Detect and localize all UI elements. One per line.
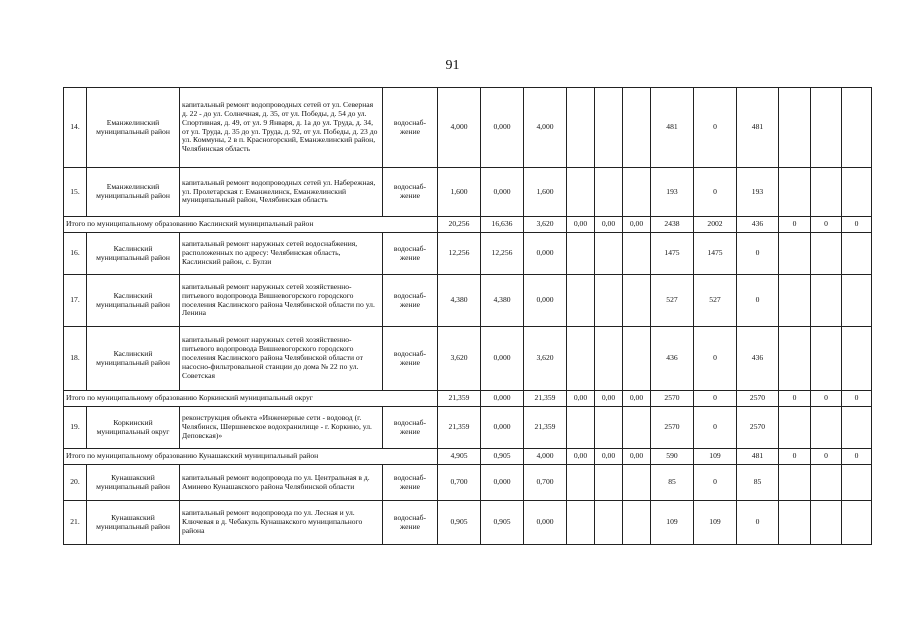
- value-cell-z3: 0: [842, 449, 872, 465]
- value-cell-v2: 21,359: [524, 407, 567, 449]
- work-description-cell: капитальный ремонт водопроводных сетей ул. Набережная, ул. Пролетарская г. Еманжелинск, Еманжелинский муниципальный район, Челябинская область: [180, 168, 383, 217]
- value-cell-v2: 4,000: [524, 449, 567, 465]
- table-row: [64, 88, 872, 168]
- value-cell-z2: [811, 233, 842, 275]
- value-cell-e3: [623, 327, 651, 391]
- value-cell-v1: 0,000: [481, 465, 524, 501]
- value-cell-p3: 436: [737, 327, 779, 391]
- value-cell-e3: [623, 88, 651, 168]
- value-cell-p1: 2570: [651, 407, 694, 449]
- subtotal-label: Итого по муниципальному образованию Каслинский муниципальный район: [64, 217, 438, 233]
- value-cell-p2: 109: [694, 449, 737, 465]
- value-cell-e1: [567, 168, 595, 217]
- value-cell-p3: 0: [737, 501, 779, 545]
- value-cell-p2: 0: [694, 465, 737, 501]
- value-cell-z1: [779, 233, 811, 275]
- value-cell-p3: 0: [737, 275, 779, 327]
- value-cell-e1: [567, 465, 595, 501]
- value-cell-z3: [842, 88, 872, 168]
- value-cell-z1: [779, 275, 811, 327]
- value-cell-v1: 4,380: [481, 275, 524, 327]
- value-cell-p3: 2570: [737, 407, 779, 449]
- value-cell-total: 12,256: [438, 233, 481, 275]
- value-cell-v1: 0,905: [481, 449, 524, 465]
- value-cell-p3: 481: [737, 449, 779, 465]
- table-row: [64, 501, 872, 545]
- value-cell-p3: 85: [737, 465, 779, 501]
- value-cell-p1: 436: [651, 327, 694, 391]
- value-cell-p3: 436: [737, 217, 779, 233]
- value-cell-p1: 527: [651, 275, 694, 327]
- value-cell-z1: [779, 168, 811, 217]
- value-cell-e3: 0,00: [623, 217, 651, 233]
- value-cell-z1: [779, 501, 811, 545]
- value-cell-z2: 0: [811, 217, 842, 233]
- value-cell-v1: 0,000: [481, 407, 524, 449]
- district-cell: Каслинский муниципальный район: [87, 327, 180, 391]
- value-cell-z2: [811, 465, 842, 501]
- value-cell-p3: 193: [737, 168, 779, 217]
- value-cell-v1: 12,256: [481, 233, 524, 275]
- page-number: 91: [445, 58, 460, 73]
- value-cell-z3: 0: [842, 391, 872, 407]
- value-cell-total: 1,600: [438, 168, 481, 217]
- value-cell-e3: [623, 275, 651, 327]
- value-cell-total: 0,905: [438, 501, 481, 545]
- value-cell-p3: 0: [737, 233, 779, 275]
- district-cell: Кунашакский муниципальный район: [87, 501, 180, 545]
- value-cell-z2: 0: [811, 449, 842, 465]
- table-row: [64, 327, 872, 391]
- work-description-cell: капитальный ремонт наружных сетей хозяйственно-питьевого водопровода Вишневогорского городского поселения Каслинского района Челябинской области от насосно-фильтровальной станции до дома № 22 по ул. Советская: [180, 327, 383, 391]
- value-cell-p1: 2438: [651, 217, 694, 233]
- value-cell-e3: [623, 233, 651, 275]
- work-type-cell: водоснаб-жение: [383, 88, 438, 168]
- value-cell-e2: [595, 465, 623, 501]
- value-cell-e2: [595, 233, 623, 275]
- work-description-cell: капитальный ремонт наружных сетей водоснабжения, расположенных по адресу: Челябинская область, Каслинский район, с. Булзи: [180, 233, 383, 275]
- value-cell-v2: 4,000: [524, 88, 567, 168]
- value-cell-z2: [811, 275, 842, 327]
- district-cell: Каслинский муниципальный район: [87, 275, 180, 327]
- value-cell-z1: [779, 88, 811, 168]
- value-cell-p2: 0: [694, 168, 737, 217]
- value-cell-e2: 0,00: [595, 391, 623, 407]
- value-cell-v1: 0,000: [481, 391, 524, 407]
- value-cell-z1: [779, 327, 811, 391]
- value-cell-z2: [811, 327, 842, 391]
- value-cell-e3: [623, 168, 651, 217]
- work-description-cell: капитальный ремонт водопроводных сетей от ул. Северная д. 22 - до ул. Солнечная, д. 35, от ул. Победы, д. 54 до ул. Спортивная, д. 49, от ул. 9 Января, д. 1а до ул. Труда, д. 34, от ул. Труда, д. 35 до ул. Труда, д. 92, от ул. Победы, д. 23 до ул. Коммуны, 2 в п. Красногорский, Еманжелинский район, Челябинская область: [180, 88, 383, 168]
- subtotal-row: [64, 391, 872, 407]
- subtotal-row: [64, 217, 872, 233]
- value-cell-v2: 3,620: [524, 217, 567, 233]
- value-cell-e1: [567, 88, 595, 168]
- value-cell-z3: [842, 275, 872, 327]
- value-cell-total: 21,359: [438, 391, 481, 407]
- value-cell-e1: [567, 233, 595, 275]
- value-cell-v1: 0,905: [481, 501, 524, 545]
- value-cell-e2: [595, 275, 623, 327]
- row-number: 18.: [64, 327, 87, 391]
- value-cell-e3: [623, 501, 651, 545]
- value-cell-z2: [811, 88, 842, 168]
- value-cell-e1: [567, 327, 595, 391]
- work-type-cell: водоснаб-жение: [383, 275, 438, 327]
- value-cell-p1: 1475: [651, 233, 694, 275]
- value-cell-z3: [842, 233, 872, 275]
- value-cell-z1: 0: [779, 217, 811, 233]
- value-cell-v1: 0,000: [481, 88, 524, 168]
- row-number: 21.: [64, 501, 87, 545]
- value-cell-total: 0,700: [438, 465, 481, 501]
- district-cell: Коркинский муниципальный округ: [87, 407, 180, 449]
- row-number: 16.: [64, 233, 87, 275]
- value-cell-v1: 0,000: [481, 168, 524, 217]
- work-type-cell: водоснаб-жение: [383, 407, 438, 449]
- row-number: 17.: [64, 275, 87, 327]
- work-description-cell: капитальный ремонт водопровода по ул. Центральная в д. Аминево Кунашакского района Челябинской области: [180, 465, 383, 501]
- value-cell-e2: [595, 88, 623, 168]
- value-cell-e2: 0,00: [595, 449, 623, 465]
- value-cell-v2: 3,620: [524, 327, 567, 391]
- district-cell: Еманжелинский муниципальный район: [87, 168, 180, 217]
- value-cell-e2: 0,00: [595, 217, 623, 233]
- value-cell-e1: [567, 275, 595, 327]
- value-cell-z1: 0: [779, 449, 811, 465]
- value-cell-p2: 527: [694, 275, 737, 327]
- row-number: 20.: [64, 465, 87, 501]
- subtotal-label: Итого по муниципальному образованию Коркинский муниципальный округ: [64, 391, 438, 407]
- work-type-cell: водоснаб-жение: [383, 327, 438, 391]
- value-cell-z3: 0: [842, 217, 872, 233]
- value-cell-e1: 0,00: [567, 449, 595, 465]
- value-cell-v2: 21,359: [524, 391, 567, 407]
- value-cell-z3: [842, 465, 872, 501]
- value-cell-v2: 0,000: [524, 275, 567, 327]
- value-cell-e1: [567, 407, 595, 449]
- value-cell-v1: 0,000: [481, 327, 524, 391]
- value-cell-p2: 1475: [694, 233, 737, 275]
- investment-program-table: [63, 87, 872, 545]
- value-cell-z3: [842, 501, 872, 545]
- value-cell-z3: [842, 327, 872, 391]
- value-cell-total: 4,905: [438, 449, 481, 465]
- value-cell-total: 20,256: [438, 217, 481, 233]
- value-cell-e2: [595, 168, 623, 217]
- work-description-cell: капитальный ремонт водопровода по ул. Лесная и ул. Ключевая в д. Чебакуль Кунашакского муниципального района: [180, 501, 383, 545]
- subtotal-label: Итого по муниципальному образованию Кунашакский муниципальный район: [64, 449, 438, 465]
- value-cell-z2: [811, 501, 842, 545]
- value-cell-z3: [842, 407, 872, 449]
- value-cell-total: 4,380: [438, 275, 481, 327]
- value-cell-z2: 0: [811, 391, 842, 407]
- value-cell-e1: [567, 501, 595, 545]
- value-cell-z1: [779, 465, 811, 501]
- value-cell-v2: 0,700: [524, 465, 567, 501]
- value-cell-p1: 2570: [651, 391, 694, 407]
- value-cell-p2: 0: [694, 391, 737, 407]
- value-cell-e1: 0,00: [567, 391, 595, 407]
- row-number: 15.: [64, 168, 87, 217]
- value-cell-p2: 0: [694, 88, 737, 168]
- district-cell: Кунашакский муниципальный район: [87, 465, 180, 501]
- value-cell-p2: 2002: [694, 217, 737, 233]
- value-cell-z2: [811, 407, 842, 449]
- value-cell-p1: 109: [651, 501, 694, 545]
- subtotal-row: [64, 449, 872, 465]
- district-cell: Еманжелинский муниципальный район: [87, 88, 180, 168]
- value-cell-total: 4,000: [438, 88, 481, 168]
- table-row: [64, 168, 872, 217]
- value-cell-z1: 0: [779, 391, 811, 407]
- work-type-cell: водоснаб-жение: [383, 501, 438, 545]
- work-type-cell: водоснаб-жение: [383, 465, 438, 501]
- work-description-cell: реконструкция объекта «Инженерные сети - водовод (г. Челябинск, Шершневское водохранилище - г. Коркино, ул. Деповская)»: [180, 407, 383, 449]
- table-row: [64, 233, 872, 275]
- value-cell-p1: 481: [651, 88, 694, 168]
- value-cell-v2: 1,600: [524, 168, 567, 217]
- value-cell-p3: 481: [737, 88, 779, 168]
- value-cell-z2: [811, 168, 842, 217]
- value-cell-v2: 0,000: [524, 501, 567, 545]
- value-cell-e2: [595, 407, 623, 449]
- district-cell: Каслинский муниципальный район: [87, 233, 180, 275]
- row-number: 19.: [64, 407, 87, 449]
- value-cell-p2: 0: [694, 407, 737, 449]
- value-cell-p1: 85: [651, 465, 694, 501]
- value-cell-e3: [623, 407, 651, 449]
- value-cell-e2: [595, 327, 623, 391]
- value-cell-total: 21,359: [438, 407, 481, 449]
- value-cell-z1: [779, 407, 811, 449]
- value-cell-e3: 0,00: [623, 391, 651, 407]
- value-cell-p2: 109: [694, 501, 737, 545]
- value-cell-v2: 0,000: [524, 233, 567, 275]
- table-row: [64, 275, 872, 327]
- value-cell-total: 3,620: [438, 327, 481, 391]
- value-cell-e1: 0,00: [567, 217, 595, 233]
- row-number: 14.: [64, 88, 87, 168]
- table-row: [64, 407, 872, 449]
- value-cell-p1: 590: [651, 449, 694, 465]
- work-type-cell: водоснаб-жение: [383, 233, 438, 275]
- table-row: [64, 465, 872, 501]
- value-cell-v1: 16,636: [481, 217, 524, 233]
- value-cell-e3: 0,00: [623, 449, 651, 465]
- work-type-cell: водоснаб-жение: [383, 168, 438, 217]
- value-cell-e2: [595, 501, 623, 545]
- work-description-cell: капитальный ремонт наружных сетей хозяйственно-питьевого водопровода Вишневогорского городского поселения Каслинского района Челябинской области по ул. Ленина: [180, 275, 383, 327]
- value-cell-z3: [842, 168, 872, 217]
- value-cell-p3: 2570: [737, 391, 779, 407]
- value-cell-p2: 0: [694, 327, 737, 391]
- value-cell-p1: 193: [651, 168, 694, 217]
- value-cell-e3: [623, 465, 651, 501]
